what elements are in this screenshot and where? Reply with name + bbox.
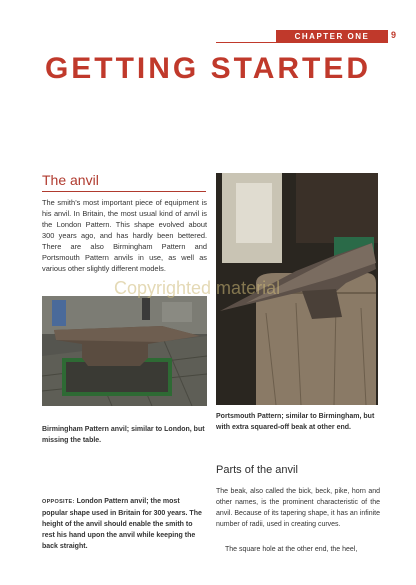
- opposite-label: OPPOSITE:: [42, 499, 75, 505]
- opposite-caption-text: London Pattern anvil; the most popular shape used in Britain for 300 years. The height of the anvil should enable the smith to rest his hand upon the anvil while keeping the back straight.: [42, 498, 202, 550]
- chapter-label: CHAPTER ONE: [276, 30, 388, 42]
- parts-heading: Parts of the anvil: [216, 464, 298, 476]
- section-divider: [42, 191, 206, 192]
- chapter-rule: [216, 42, 388, 43]
- portsmouth-caption: Portsmouth Pattern; similar to Birmingham, but with extra squared-off beak at other end.: [216, 413, 375, 431]
- parts-paragraph-2: The square hole at the other end, the heel,: [225, 546, 358, 553]
- intro-paragraph: The smith’s most important piece of equipment is his anvil. In Britain, the most usual kind of anvil is the London Pattern. This shape evolved about 300 years ago, and has hardly been bettered. There are also Birmingham Pattern and Portsmouth Pattern anvils in use, as well as various other slightly different models.: [42, 198, 207, 273]
- parts-paragraph-1: The beak, also called the bick, beck, pike, horn and other names, is the prominent characteristic of the anvil. Because of its tapering shape, it has an infinite number of radii, used in creating curves.: [216, 488, 380, 528]
- page-title: GETTING STARTED: [44, 52, 372, 85]
- opposite-caption: [42, 496, 207, 552]
- birmingham-caption: Birmingham Pattern anvil; similar to London, but missing the table.: [42, 426, 205, 444]
- copyright-watermark: Copyrighted material: [114, 278, 281, 298]
- birmingham-anvil-photo: [42, 296, 207, 406]
- section-heading: The anvil: [42, 172, 99, 188]
- page-number: 9: [391, 30, 397, 40]
